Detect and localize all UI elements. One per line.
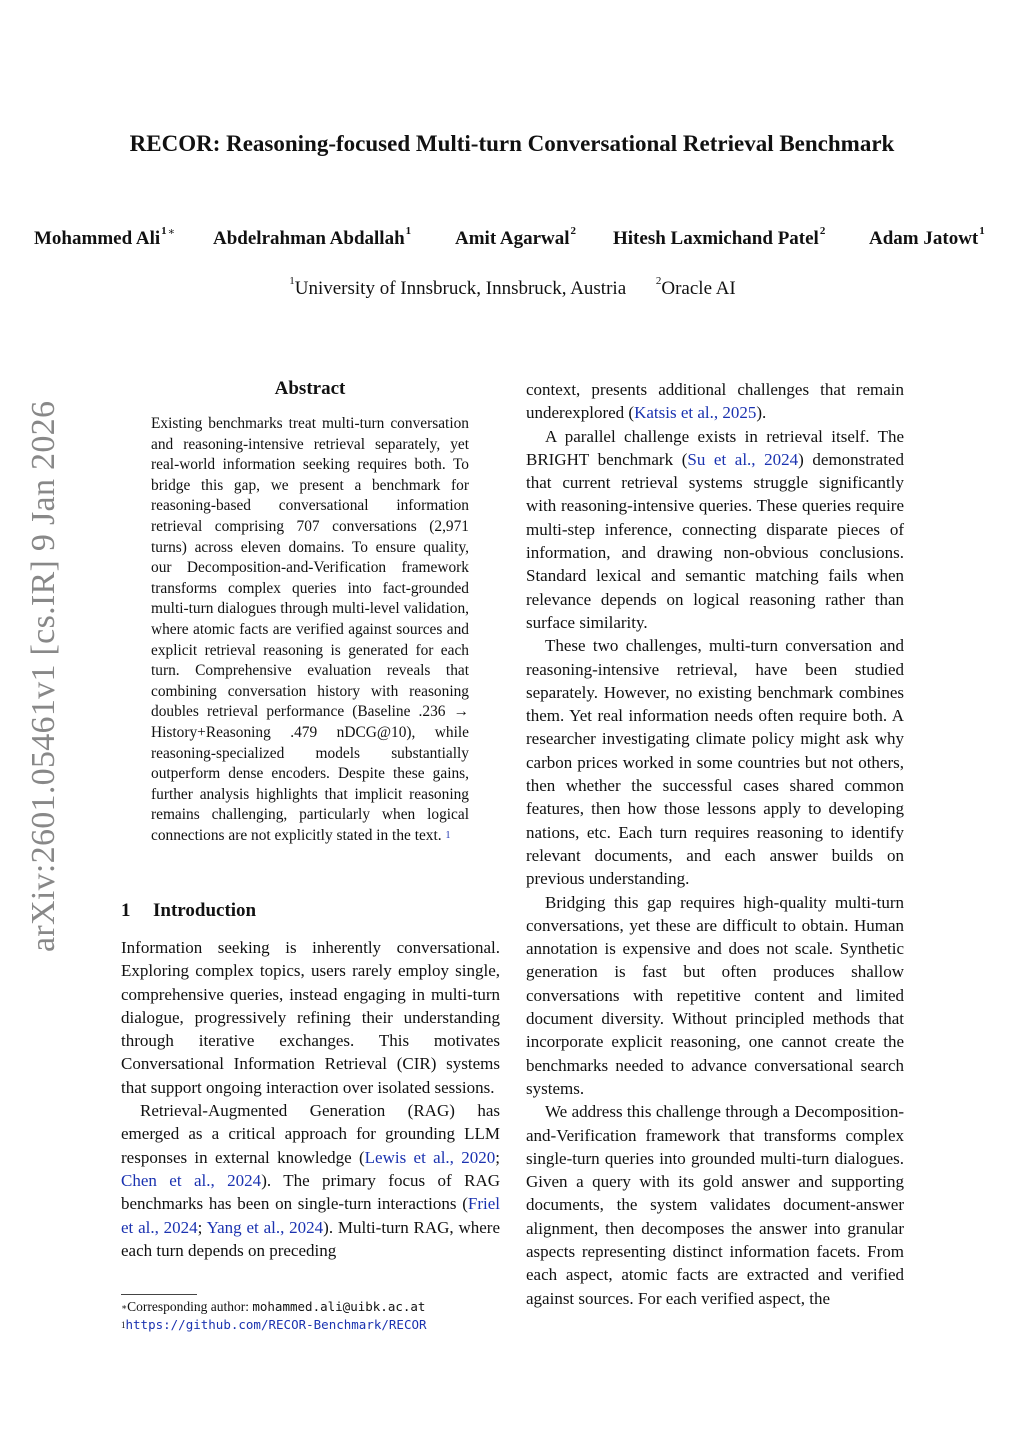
footnote-marker-1[interactable]: 1 (445, 829, 451, 841)
affiliations (0, 275, 1024, 300)
citation-su[interactable]: Su et al., 2024 (687, 449, 799, 469)
footnote-url: $^1$https://github.com/RECOR-Benchmark/RECOR (121, 1317, 427, 1332)
left-column-body (121, 936, 500, 1262)
abstract-body (151, 414, 469, 846)
section-title: Introduction (153, 900, 257, 921)
affiliation-1: $^1$University of Innsbruck, Innsbruck, Austria (289, 275, 627, 299)
intro-paragraph-4: These two challenges, multi-turn conversation and reasoning-intensive retrieval, have been studied separately. However, no existing benchmark combines them. Yet real information needs often require both. A researcher investigating climate policy might ask why carbon prices worked in some countries but not others, then whether the successful cases shared common features, then how those lessons apply to developing nations, etc. Each turn requires reasoning to identify relevant documents, and each answer builds on previous understanding. (526, 636, 904, 889)
intro-paragraph-2-cont: context, presents additional challenges that remain underexplored (Katsis et al., 2025). (526, 380, 904, 423)
author-2: Abdelrahman Abdallah$^1$ (213, 225, 412, 249)
paper-title: RECOR: Reasoning-focused Multi-turn Conversational Retrieval Benchmark (129, 131, 895, 156)
citation-friel[interactable]: Friel et al., 2024 (121, 1194, 500, 1237)
abstract-text: Existing benchmarks treat multi-turn conversation and reasoning-intensive retrieval separately, yet real-world information seeking requires both. To bridge this gap, we present a benchmark for reasoning-based conversational information retrieval comprising 707 conversations (2,971 turns) across eleven domains. To ensure quality, our Decomposition-and-Verification framework transforms complex queries into fact-grounded multi-turn dialogues through multi-level validation, where atomic facts are verified against sources and explicit retrieval reasoning is generated for each turn. Comprehensive evaluation reveals that combining conversation history with reasoning doubles retrieval performance (Baseline .236 → History+Reasoning .479 nDCG@10), while reasoning-specialized models substantially outperform dense encoders. Despite these gains, further analysis highlights that implicit reasoning remains challenging, particularly when logical connections are not explicitly stated in the text. (151, 415, 469, 844)
github-link[interactable]: https://github.com/RECOR-Benchmark/RECOR (125, 1317, 427, 1332)
intro-paragraph-1: Information seeking is inherently conversational. Exploring complex topics, users rarely employ single, comprehensive queries, instead engaging in multi-turn dialogue, progressively refining their understanding through iterative exchanges. This motivates Conversational Information Retrieval (CIR) systems that support ongoing interaction over isolated sessions. (121, 938, 500, 1097)
footnotes (121, 1298, 521, 1334)
footnote-corresponding: ∗Corresponding author: mohammed.ali@uibk.ac.at (121, 1299, 426, 1314)
author-3: Amit Agarwal$^2$ (455, 225, 577, 249)
intro-paragraph-3: A parallel challenge exists in retrieval itself. The BRIGHT benchmark (Su et al., 2024) demonstrated that current retrieval systems struggle significantly with reasoning-intensive queries. These queries require multi-step inference, connecting disparate pieces of information, and drawing non-obvious conclusions. Standard lexical and semantic matching fails when relevance depends on logical reasoning rather than surface similarity. (526, 426, 904, 632)
right-column-body (526, 378, 904, 1310)
citation-lewis[interactable]: Lewis et al., 2020 (364, 1147, 496, 1167)
citation-yang[interactable]: Yang et al., 2024 (206, 1217, 324, 1237)
arxiv-stamp: arXiv:2601.05461v1 [cs.IR] 9 Jan 2026 (25, 400, 62, 952)
intro-paragraph-2: Retrieval-Augmented Generation (RAG) has emerged as a critical approach for grounding LLM responses in external knowledge (Lewis et al., 2020; Chen et al., 2024). The primary focus of RAG benchmarks has been on single-turn interactions (Friel et al., 2024; Yang et al., 2024). Multi-turn RAG, where each turn depends on preceding (121, 1101, 501, 1260)
footnote-rule (121, 1294, 197, 1295)
intro-paragraph-5: Bridging this gap requires high-quality multi-turn conversations, yet these are difficult to obtain. Human annotation is expensive and does not scale. Synthetic generation is fast but often produces shallow conversations with repetitive content and limited document diversity. Without principled methods that incorporate explicit reasoning, one cannot create the benchmarks needed to advance conversational search systems. (526, 892, 904, 1098)
section-number: 1 (121, 900, 131, 921)
author-5: Adam Jatowt$^1$ (869, 225, 985, 249)
affiliation-2: $^2$Oracle AI (655, 275, 736, 299)
intro-paragraph-6: We address this challenge through a Decomposition-and-Verification framework that transforms complex single-turn queries into grounded multi-turn dialogues. Given a query with its gold answer and supporting documents, the system validates document-answer alignment, then decomposes the answer into granular aspects representing distinct information facets. From each aspect, atomic facts are extracted and verified against sources. For each verified aspect, the (526, 1102, 904, 1308)
abstract-heading: Abstract (274, 378, 346, 399)
citation-chen[interactable]: Chen et al., 2024 (121, 1170, 262, 1190)
citation-katsis[interactable]: Katsis et al., 2025 (634, 403, 757, 423)
author-4: Hitesh Laxmichand Patel$^2$ (613, 225, 826, 249)
author-email[interactable]: mohammed.ali@uibk.ac.at (252, 1299, 426, 1314)
author-1: Mohammed Ali$^{1∗}$ (34, 225, 176, 249)
section-heading-introduction (121, 900, 256, 922)
